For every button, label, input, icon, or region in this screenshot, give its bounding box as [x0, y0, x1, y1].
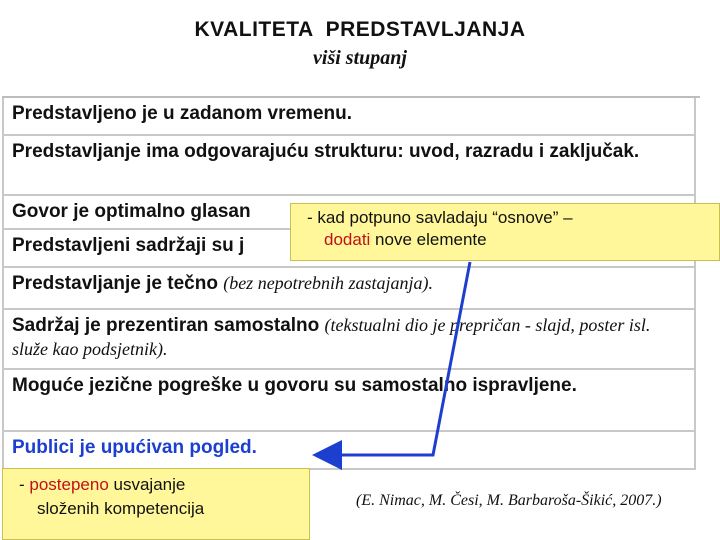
callout-dash: - — [19, 475, 30, 494]
callout-text: usvajanje — [108, 475, 186, 494]
callout-dash: - — [307, 208, 318, 227]
citation: (E. Nimac, M. Česi, M. Barbaroša-Šikić, 2007.) — [356, 492, 662, 509]
criteria-text: Predstavljanje je tečno — [12, 273, 224, 294]
criteria-text: Predstavljanje ima odgovarajuću strukturu: uvod, razradu i zaključak. — [12, 141, 640, 162]
callout-highlight: postepeno — [29, 475, 109, 494]
criteria-text: Predstavljeno je u zadanom vremenu. — [12, 103, 352, 124]
callout-text: kad potpuno savladaju “osnove” – — [317, 208, 573, 227]
criteria-text: Moguće jezične pogreške u govoru su samostalno ispravljene. — [12, 375, 577, 396]
callout-highlight: dodati — [324, 230, 371, 249]
criteria-text: Govor je optimalno glasan — [12, 201, 251, 222]
callout-text: nove elemente — [370, 230, 487, 249]
page-subtitle: viši stupanj — [313, 47, 407, 69]
criteria-text: Sadržaj je prezentiran samostalno — [12, 315, 325, 336]
page-title: KVALITETA PREDSTAVLJANJA — [194, 18, 526, 41]
criteria-note: (tekstualni dio je prepričan - slajd, poster isl. služe kao podsjetnik). — [12, 315, 651, 359]
criteria-text: Publici je upućivan pogled. — [12, 437, 257, 458]
criteria-note: (bez nepotrebnih zastajanja). — [223, 273, 434, 293]
callout-text: složenih kompetencija — [37, 499, 205, 518]
criteria-text: Predstavljeni sadržaji su j — [12, 235, 245, 256]
